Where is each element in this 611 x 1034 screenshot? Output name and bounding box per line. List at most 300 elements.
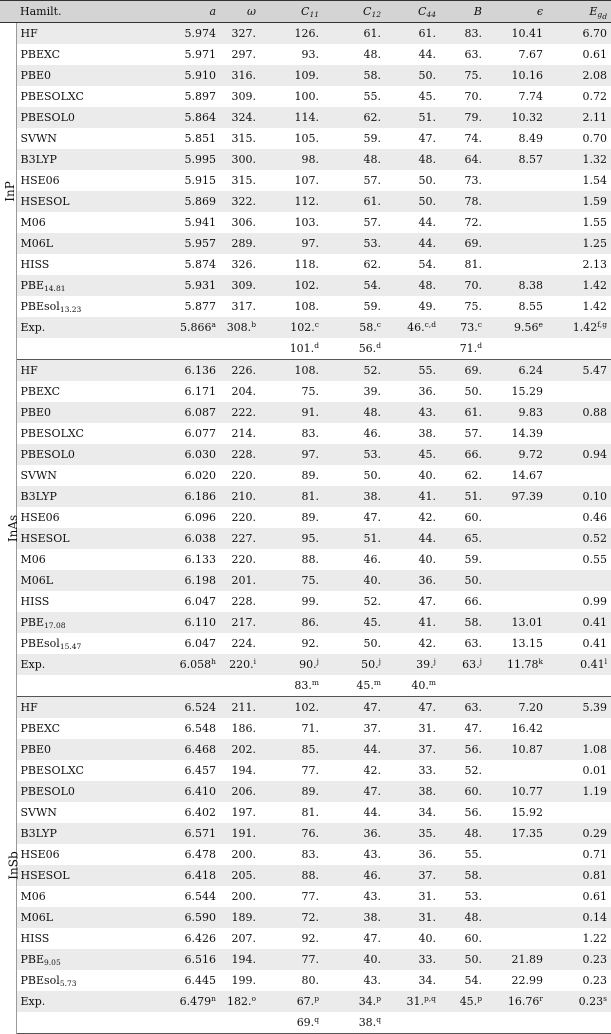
cell-epsilon <box>486 317 547 338</box>
cell-omega <box>220 402 260 423</box>
cell-omega <box>220 170 260 191</box>
cell-bulk-modulus <box>440 802 486 823</box>
cell-c12 <box>323 23 385 45</box>
cell-c11 <box>260 760 323 781</box>
cell-value: 86. <box>301 616 319 629</box>
cell-epsilon <box>486 191 547 212</box>
cell-lattice-constant <box>146 949 220 970</box>
cell-value: 57. <box>363 174 381 187</box>
cell-value: 6.020 <box>184 469 216 482</box>
cell-value: 102. <box>290 321 315 334</box>
cell-c44 <box>385 739 440 760</box>
cell-c44 <box>385 212 440 233</box>
cell-value: 102. <box>294 701 319 714</box>
cell-bulk-modulus <box>440 507 486 528</box>
cell-omega <box>220 886 260 907</box>
cell-lattice-constant <box>146 549 220 570</box>
cell-value: 53. <box>464 890 482 903</box>
cell-value: 14.39 <box>511 427 543 440</box>
cell-value: 214. <box>231 427 256 440</box>
cell-value: 50. <box>464 953 482 966</box>
cell-epsilon <box>486 65 547 86</box>
cell-omega <box>220 212 260 233</box>
cell-value: 6.038 <box>184 532 216 545</box>
cell-value: 322. <box>231 195 256 208</box>
cell-bulk-modulus <box>440 486 486 507</box>
cell-value: 75. <box>464 69 482 82</box>
cell-value: 5.910 <box>184 69 216 82</box>
cell-omega <box>220 275 260 296</box>
cell-value: 101. <box>289 342 315 355</box>
cell-value: 80. <box>301 974 319 987</box>
cell-lattice-constant <box>146 823 220 844</box>
cell-bulk-modulus <box>440 612 486 633</box>
hamiltonian-subscript: 14.81 <box>44 284 66 293</box>
cell-omega <box>220 844 260 865</box>
cell-value: 53. <box>363 448 381 461</box>
cell-value: 58. <box>464 616 482 629</box>
table-row <box>0 739 611 760</box>
cell-omega <box>220 718 260 739</box>
cell-epsilon <box>486 675 547 697</box>
cell-value: 76. <box>301 827 319 840</box>
cell-band-gap <box>547 149 611 170</box>
hamiltonian-subscript: 15.47 <box>59 642 82 651</box>
footnote-marker: c <box>477 320 482 329</box>
cell-c44 <box>385 570 440 591</box>
cell-value: 5.995 <box>184 153 216 166</box>
cell-value: 0.55 <box>582 553 607 566</box>
cell-c44 <box>385 486 440 507</box>
cell-value: 17.35 <box>511 827 543 840</box>
cell-hamiltonian <box>16 739 146 760</box>
hamiltonian-name: HSE06 <box>20 848 60 861</box>
cell-epsilon <box>486 465 547 486</box>
cell-value: 5.866 <box>180 321 212 334</box>
cell-value: 6.548 <box>184 722 216 735</box>
compound-label: InP <box>2 180 17 202</box>
cell-c44 <box>385 44 440 65</box>
table-row <box>0 675 611 697</box>
cell-value: 317. <box>231 300 256 313</box>
cell-value: 2.08 <box>582 69 607 82</box>
footnote-marker: j <box>378 657 381 666</box>
footnote-marker: d <box>314 341 319 350</box>
cell-value: 40. <box>411 679 429 692</box>
cell-omega <box>220 423 260 444</box>
cell-value: 6.468 <box>184 743 216 756</box>
cell-c11 <box>260 654 323 675</box>
hamiltonian-name: PBE <box>20 279 45 292</box>
cell-value: 59. <box>363 132 381 145</box>
cell-c12 <box>323 360 385 382</box>
hamiltonian-name: PBESOLXC <box>20 764 84 777</box>
cell-value: 5.974 <box>184 27 216 40</box>
cell-c11 <box>260 739 323 760</box>
cell-value: 0.61 <box>582 890 607 903</box>
cell-lattice-constant <box>146 781 220 802</box>
cell-value: 228. <box>231 595 256 608</box>
cell-value: 5.931 <box>184 279 216 292</box>
cell-c44 <box>385 107 440 128</box>
cell-c11 <box>260 675 323 697</box>
cell-c12 <box>323 423 385 444</box>
cell-value: 220. <box>229 658 254 671</box>
cell-value: 31. <box>418 722 436 735</box>
cell-value: 0.10 <box>582 490 607 503</box>
cell-omega <box>220 233 260 254</box>
cell-c12 <box>323 697 385 719</box>
cell-epsilon <box>486 381 547 402</box>
cell-c44 <box>385 360 440 382</box>
cell-hamiltonian <box>16 191 146 212</box>
cell-hamiltonian <box>16 907 146 928</box>
cell-hamiltonian <box>16 865 146 886</box>
cell-lattice-constant <box>146 423 220 444</box>
hamiltonian-name: HISS <box>20 595 50 608</box>
cell-c12 <box>323 1012 385 1034</box>
cell-value: 70. <box>464 90 482 103</box>
cell-value: 54. <box>464 974 482 987</box>
cell-value: 6.524 <box>184 701 216 714</box>
cell-omega <box>220 444 260 465</box>
cell-value: 9.83 <box>518 406 543 419</box>
cell-c44 <box>385 718 440 739</box>
cell-c44 <box>385 823 440 844</box>
cell-value: 103. <box>294 216 319 229</box>
cell-value: 199. <box>231 974 256 987</box>
cell-value: 7.74 <box>518 90 543 103</box>
cell-value: 222. <box>231 406 256 419</box>
cell-c12 <box>323 233 385 254</box>
cell-omega <box>220 949 260 970</box>
cell-value: 78. <box>464 195 482 208</box>
cell-value: 207. <box>231 932 256 945</box>
cell-hamiltonian <box>16 970 146 991</box>
cell-omega <box>220 865 260 886</box>
cell-band-gap <box>547 486 611 507</box>
cell-value: 42. <box>363 764 381 777</box>
table-row <box>0 823 611 844</box>
cell-value: 5.957 <box>184 237 216 250</box>
cell-value: 56. <box>464 806 482 819</box>
cell-c44 <box>385 865 440 886</box>
cell-omega <box>220 128 260 149</box>
cell-lattice-constant <box>146 86 220 107</box>
hamiltonian-name: PBESOL0 <box>20 111 75 124</box>
footnote-marker: q <box>376 1015 381 1024</box>
cell-value: 194. <box>231 953 256 966</box>
cell-c44 <box>385 23 440 45</box>
cell-bulk-modulus <box>440 970 486 991</box>
hamiltonian-name: PBE0 <box>20 743 52 756</box>
cell-value: 202. <box>231 743 256 756</box>
cell-value: 77. <box>301 890 319 903</box>
cell-value: 47. <box>363 701 381 714</box>
cell-lattice-constant <box>146 360 220 382</box>
cell-value: 63. <box>464 637 482 650</box>
cell-value: 118. <box>294 258 319 271</box>
cell-value: 48. <box>464 827 482 840</box>
cell-c12 <box>323 317 385 338</box>
cell-value: 0.29 <box>582 827 607 840</box>
cell-value: 73. <box>460 321 478 334</box>
cell-c12 <box>323 381 385 402</box>
cell-value: 97.39 <box>511 490 543 503</box>
cell-band-gap <box>547 865 611 886</box>
cell-omega <box>220 317 260 338</box>
cell-value: 5.39 <box>582 701 607 714</box>
cell-value: 6.418 <box>184 869 216 882</box>
cell-c12 <box>323 739 385 760</box>
table-row <box>0 149 611 170</box>
cell-hamiltonian <box>16 802 146 823</box>
cell-c11 <box>260 570 323 591</box>
cell-c11 <box>260 128 323 149</box>
cell-value: 220. <box>231 511 256 524</box>
cell-value: 89. <box>301 785 319 798</box>
cell-band-gap <box>547 65 611 86</box>
cell-hamiltonian <box>16 233 146 254</box>
cell-c11 <box>260 296 323 317</box>
cell-value: 200. <box>231 848 256 861</box>
cell-lattice-constant <box>146 296 220 317</box>
cell-value: 36. <box>418 574 436 587</box>
table-row <box>0 591 611 612</box>
cell-value: 33. <box>418 764 436 777</box>
cell-value: 34. <box>358 995 377 1008</box>
cell-value: 6.110 <box>184 616 216 629</box>
header-lattice-constant: a <box>146 1 220 23</box>
footnote-marker: c <box>314 320 319 329</box>
cell-value: 315. <box>231 132 256 145</box>
cell-bulk-modulus <box>440 44 486 65</box>
cell-value: 50. <box>418 195 436 208</box>
cell-lattice-constant <box>146 465 220 486</box>
cell-value: 10.16 <box>511 69 543 82</box>
cell-value: 0.94 <box>582 448 607 461</box>
header-bulk-modulus: B <box>440 1 486 23</box>
footnote-marker: o <box>251 994 256 1003</box>
cell-bulk-modulus <box>440 233 486 254</box>
cell-c12 <box>323 65 385 86</box>
cell-bulk-modulus <box>440 528 486 549</box>
cell-omega <box>220 65 260 86</box>
cell-hamiltonian <box>16 570 146 591</box>
cell-value: 13.15 <box>511 637 543 650</box>
cell-value: 1.25 <box>582 237 607 250</box>
cell-c44 <box>385 296 440 317</box>
cell-band-gap <box>547 970 611 991</box>
cell-bulk-modulus <box>440 865 486 886</box>
hamiltonian-subscript: 13.23 <box>59 305 82 314</box>
cell-value: 11.78 <box>506 658 539 671</box>
header-row <box>0 1 611 23</box>
cell-value: 44. <box>418 532 436 545</box>
cell-value: 65. <box>464 532 482 545</box>
cell-value: 63. <box>464 701 482 714</box>
cell-value: 40. <box>418 553 436 566</box>
cell-value: 16.42 <box>511 722 543 735</box>
cell-band-gap <box>547 212 611 233</box>
cell-c12 <box>323 444 385 465</box>
cell-bulk-modulus <box>440 654 486 675</box>
hamiltonian-name: PBESOLXC <box>20 90 84 103</box>
cell-value: 1.42 <box>582 300 607 313</box>
cell-c12 <box>323 86 385 107</box>
cell-band-gap <box>547 823 611 844</box>
cell-value: 1.42 <box>582 279 607 292</box>
cell-value: 7.67 <box>518 48 543 61</box>
cell-c12 <box>323 844 385 865</box>
cell-c11 <box>260 170 323 191</box>
table-row <box>0 1012 611 1034</box>
group-label-cell <box>0 23 16 360</box>
cell-value: 63. <box>462 658 480 671</box>
cell-hamiltonian <box>16 23 146 45</box>
cell-value: 62. <box>464 469 482 482</box>
cell-epsilon <box>486 697 547 719</box>
cell-value: 6.571 <box>184 827 216 840</box>
table-row <box>0 507 611 528</box>
cell-omega <box>220 23 260 45</box>
cell-value: 0.23 <box>582 953 607 966</box>
cell-c44 <box>385 65 440 86</box>
cell-value: 77. <box>301 764 319 777</box>
cell-value: 72. <box>464 216 482 229</box>
cell-value: 71. <box>459 342 478 355</box>
cell-value: 8.49 <box>518 132 543 145</box>
hamiltonian-name: B3LYP <box>20 490 57 503</box>
table-row <box>0 338 611 360</box>
cell-hamiltonian <box>16 991 146 1012</box>
table-row <box>0 802 611 823</box>
cell-value: 211. <box>231 701 256 714</box>
cell-value: 22.99 <box>511 974 543 987</box>
compound-label: InSb <box>6 850 21 880</box>
cell-lattice-constant <box>146 802 220 823</box>
cell-value: 58. <box>363 69 381 82</box>
cell-value: 6.24 <box>518 364 543 377</box>
hamiltonian-name: PBEsol <box>20 974 60 987</box>
cell-value: 1.08 <box>582 743 607 756</box>
table-row <box>0 633 611 654</box>
cell-value: 47. <box>363 511 381 524</box>
cell-c12 <box>323 212 385 233</box>
cell-value: 48. <box>418 153 436 166</box>
table-row <box>0 275 611 296</box>
cell-value: 108. <box>294 364 319 377</box>
footnote-marker: j <box>433 657 436 666</box>
table-row <box>0 170 611 191</box>
cell-value: 50. <box>418 69 436 82</box>
cell-value: 43. <box>418 406 436 419</box>
cell-epsilon <box>486 275 547 296</box>
cell-value: 5.47 <box>582 364 607 377</box>
cell-hamiltonian <box>16 86 146 107</box>
cell-value: 112. <box>294 195 319 208</box>
cell-hamiltonian <box>16 170 146 191</box>
cell-c44 <box>385 675 440 697</box>
cell-c11 <box>260 65 323 86</box>
cell-c11 <box>260 44 323 65</box>
cell-value: 60. <box>464 785 482 798</box>
cell-value: 48. <box>418 279 436 292</box>
cell-hamiltonian <box>16 781 146 802</box>
cell-c12 <box>323 528 385 549</box>
cell-value: 88. <box>301 553 319 566</box>
cell-value: 88. <box>301 869 319 882</box>
cell-c11 <box>260 275 323 296</box>
cell-lattice-constant <box>146 612 220 633</box>
cell-bulk-modulus <box>440 402 486 423</box>
cell-omega <box>220 760 260 781</box>
cell-value: 47. <box>363 932 381 945</box>
cell-hamiltonian <box>16 612 146 633</box>
cell-value: 50. <box>464 385 482 398</box>
cell-epsilon <box>486 170 547 191</box>
table-row <box>0 886 611 907</box>
cell-omega <box>220 486 260 507</box>
cell-epsilon <box>486 970 547 991</box>
cell-value: 6.479 <box>179 995 212 1008</box>
footnote-marker: e <box>538 320 543 329</box>
cell-value: 95. <box>301 532 319 545</box>
cell-value: 89. <box>301 511 319 524</box>
cell-lattice-constant <box>146 928 220 949</box>
cell-value: 45. <box>418 448 436 461</box>
cell-c11 <box>260 402 323 423</box>
cell-lattice-constant <box>146 381 220 402</box>
cell-band-gap <box>547 423 611 444</box>
cell-bulk-modulus <box>440 907 486 928</box>
cell-value: 38. <box>363 490 381 503</box>
cell-c11 <box>260 317 323 338</box>
cell-band-gap <box>547 612 611 633</box>
cell-value: 8.55 <box>518 300 543 313</box>
footnote-marker: m <box>428 678 436 687</box>
hamiltonian-name: HISS <box>20 932 50 945</box>
cell-lattice-constant <box>146 591 220 612</box>
cell-lattice-constant <box>146 170 220 191</box>
cell-value: 54. <box>363 279 381 292</box>
cell-omega <box>220 591 260 612</box>
cell-c12 <box>323 507 385 528</box>
cell-value: 186. <box>231 722 256 735</box>
footnote-marker: l <box>604 657 607 666</box>
cell-value: 37. <box>418 743 436 756</box>
cell-value: 224. <box>231 637 256 650</box>
table-row <box>0 65 611 86</box>
cell-epsilon <box>486 781 547 802</box>
compound-label: InAs <box>6 514 21 542</box>
cell-hamiltonian <box>16 107 146 128</box>
cell-c11 <box>260 465 323 486</box>
cell-value: 99. <box>301 595 319 608</box>
cell-value: 69. <box>464 237 482 250</box>
cell-c12 <box>323 170 385 191</box>
table-row <box>0 44 611 65</box>
cell-value: 326. <box>231 258 256 271</box>
table-row <box>0 465 611 486</box>
cell-c11 <box>260 823 323 844</box>
cell-value: 85. <box>301 743 319 756</box>
cell-value: 126. <box>294 27 319 40</box>
cell-c12 <box>323 781 385 802</box>
hamiltonian-name: B3LYP <box>20 827 57 840</box>
cell-value: 83. <box>301 427 319 440</box>
cell-bulk-modulus <box>440 675 486 697</box>
